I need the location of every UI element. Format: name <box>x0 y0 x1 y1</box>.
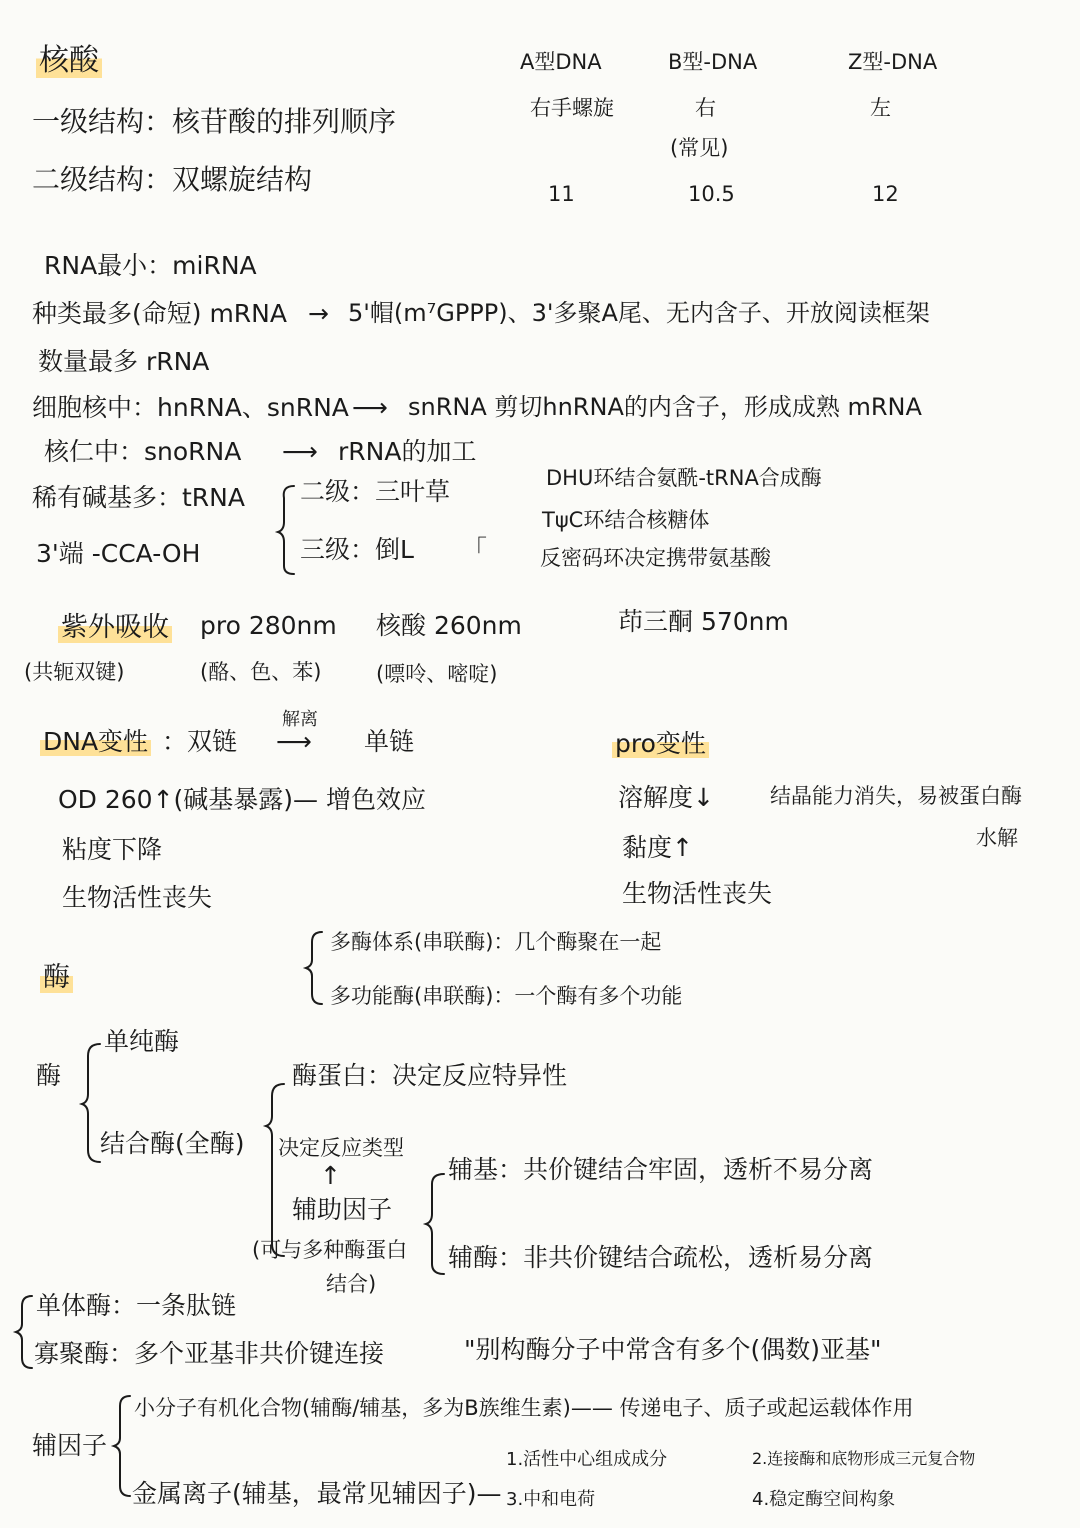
monomeric-enzyme: 单体酶：一条肽链 <box>36 1291 237 1320</box>
conjugated-brace <box>264 1080 290 1260</box>
multienzyme-system: 多酶体系(串联酶)：几个酶聚在一起 <box>330 930 662 954</box>
dna-denature-item: 粘度下降 <box>62 835 163 864</box>
pro-crystal: 结晶能力消失，易被蛋白酶 <box>770 784 1022 808</box>
enzyme-root: 酶 <box>36 1061 62 1090</box>
pro-activity: 生物活性丧失 <box>622 879 773 908</box>
trna-brace <box>276 482 300 578</box>
simple-enzyme: 单纯酶 <box>104 1027 180 1056</box>
metal-ion: 金属离子(辅基，最常见辅因子)— <box>132 1479 502 1508</box>
dna-denature-process-b: 单链 <box>364 727 415 756</box>
arrow-right-icon: → <box>308 299 329 328</box>
metal-role: 3.中和电荷 <box>506 1489 596 1510</box>
dna-denature-process-over: 解离 <box>282 709 318 730</box>
b-dna-name: B型-DNA <box>668 50 758 74</box>
b-dna-bp: 10.5 <box>688 182 735 206</box>
cofactor-note-1: (可与多种酶蛋白 <box>252 1238 408 1262</box>
z-dna-helix: 左 <box>870 96 891 120</box>
snorna-role: rRNA的加工 <box>338 437 477 466</box>
cofactor-brace <box>424 1170 450 1280</box>
arrow-up-icon: ↑ <box>320 1161 341 1190</box>
trna-cca: 3'端 -CCA-OH <box>36 539 201 568</box>
b-dna-note: (常见) <box>670 136 729 160</box>
metal-role: 4.稳定酶空间构象 <box>752 1489 896 1510</box>
cofactor-note-2: 结合) <box>326 1272 377 1296</box>
dna-denature-process-a: ：双链 <box>162 727 238 756</box>
metal-role: 2.连接酶和底物形成三元复合物 <box>752 1449 976 1468</box>
cofactor-root: 辅因子 <box>32 1431 108 1460</box>
uv-ninhydrin: 茚三酮 570nm <box>618 607 789 636</box>
dna-denature-heading: DNA变性 <box>40 728 151 757</box>
enzyme-heading: 酶 <box>40 962 73 993</box>
pro-solubility: 溶解度↓ <box>618 783 714 812</box>
uv-nucleic: 核酸 260nm <box>376 611 522 640</box>
arrow-right-icon: ⟶ <box>276 727 312 756</box>
secondary-structure: 二级结构：双螺旋结构 <box>32 163 313 196</box>
dna-denature-item: OD 260↑(碱基暴露)— 增色效应 <box>58 785 426 814</box>
anticodon-loop: 反密码环决定携带氨基酸 <box>540 546 771 570</box>
uv-note: (共轭双键) <box>24 660 125 684</box>
pro-denature-heading: pro变性 <box>612 730 709 759</box>
mrna-features: 5'帽(m⁷GPPP)、3'多聚A尾、无内含子、开放阅读框架 <box>348 299 930 327</box>
trna-secondary: 二级：三叶草 <box>300 477 451 506</box>
uv-nucleic-note: (嘌呤、嘧啶) <box>376 662 498 686</box>
rna-rare-bases: 稀有碱基多：tRNA <box>32 483 245 512</box>
pro-crystal-cont: 水解 <box>976 826 1018 850</box>
primary-structure: 一级结构：核苷酸的排列顺序 <box>32 105 397 138</box>
uv-heading: 紫外吸收 <box>58 612 172 643</box>
conjugated-enzyme: 结合酶(全酶) <box>100 1129 245 1158</box>
oligomeric-enzyme: 寡聚酶：多个亚基非共价键连接 <box>34 1339 385 1368</box>
arrow-right-icon: ⟶ <box>352 393 388 422</box>
rna-smallest: RNA最小：miRNA <box>44 251 257 280</box>
a-dna-helix: 右手螺旋 <box>530 96 614 120</box>
prosthetic-group: 辅基：共价键结合牢固，透析不易分离 <box>448 1155 874 1184</box>
uv-pro-note: (酪、色、苯) <box>200 660 322 684</box>
multifunctional-enzyme: 多功能酶(串联酶)：一个酶有多个功能 <box>330 984 683 1008</box>
z-dna-name: Z型-DNA <box>848 50 938 74</box>
b-dna-helix: 右 <box>695 96 716 120</box>
multienzyme-brace <box>304 928 328 1008</box>
rna-most-amount: 数量最多 rRNA <box>38 347 210 376</box>
tpsic-loop: TψC环结合核糖体 <box>542 508 710 532</box>
cofactor: 辅助因子 <box>292 1195 393 1224</box>
snrna-role: snRNA 剪切hnRNA的内含子，形成成熟 mRNA <box>408 393 922 421</box>
dhu-loop: DHU环结合氨酰-tRNA合成酶 <box>546 466 822 490</box>
heading-nucleic-acid: 核酸 <box>36 44 102 79</box>
uv-pro: pro 280nm <box>200 611 337 640</box>
arrow-right-icon: ⟶ <box>282 437 318 466</box>
coenzyme: 辅酶：非共价键结合疏松，透析易分离 <box>448 1243 874 1272</box>
metal-role: 1.活性中心组成成分 <box>506 1449 668 1470</box>
trna-tertiary: 三级：倒L <box>300 535 414 564</box>
z-dna-bp: 12 <box>872 182 899 206</box>
rna-nucleolus: 核仁中：snoRNA <box>44 437 242 466</box>
pro-viscosity: 黏度↑ <box>622 833 693 862</box>
trna-tertiary-shape: 「 <box>462 535 488 564</box>
a-dna-name: A型DNA <box>520 50 602 74</box>
allosteric-note: "别构酶分子中常含有多个(偶数)亚基" <box>464 1335 882 1364</box>
reaction-type: 决定反应类型 <box>278 1136 404 1160</box>
a-dna-bp: 11 <box>548 182 575 206</box>
dna-denature-item: 生物活性丧失 <box>62 883 213 912</box>
small-organic: 小分子有机化合物(辅酶/辅基，多为B族维生素)—— 传递电子、质子或起运载体作用 <box>134 1396 914 1420</box>
rna-most-types: 种类最多(命短) mRNA <box>32 299 287 328</box>
rna-nucleus: 细胞核中：hnRNA、snRNA <box>32 393 349 422</box>
apoenzyme: 酶蛋白：决定反应特异性 <box>292 1061 568 1090</box>
